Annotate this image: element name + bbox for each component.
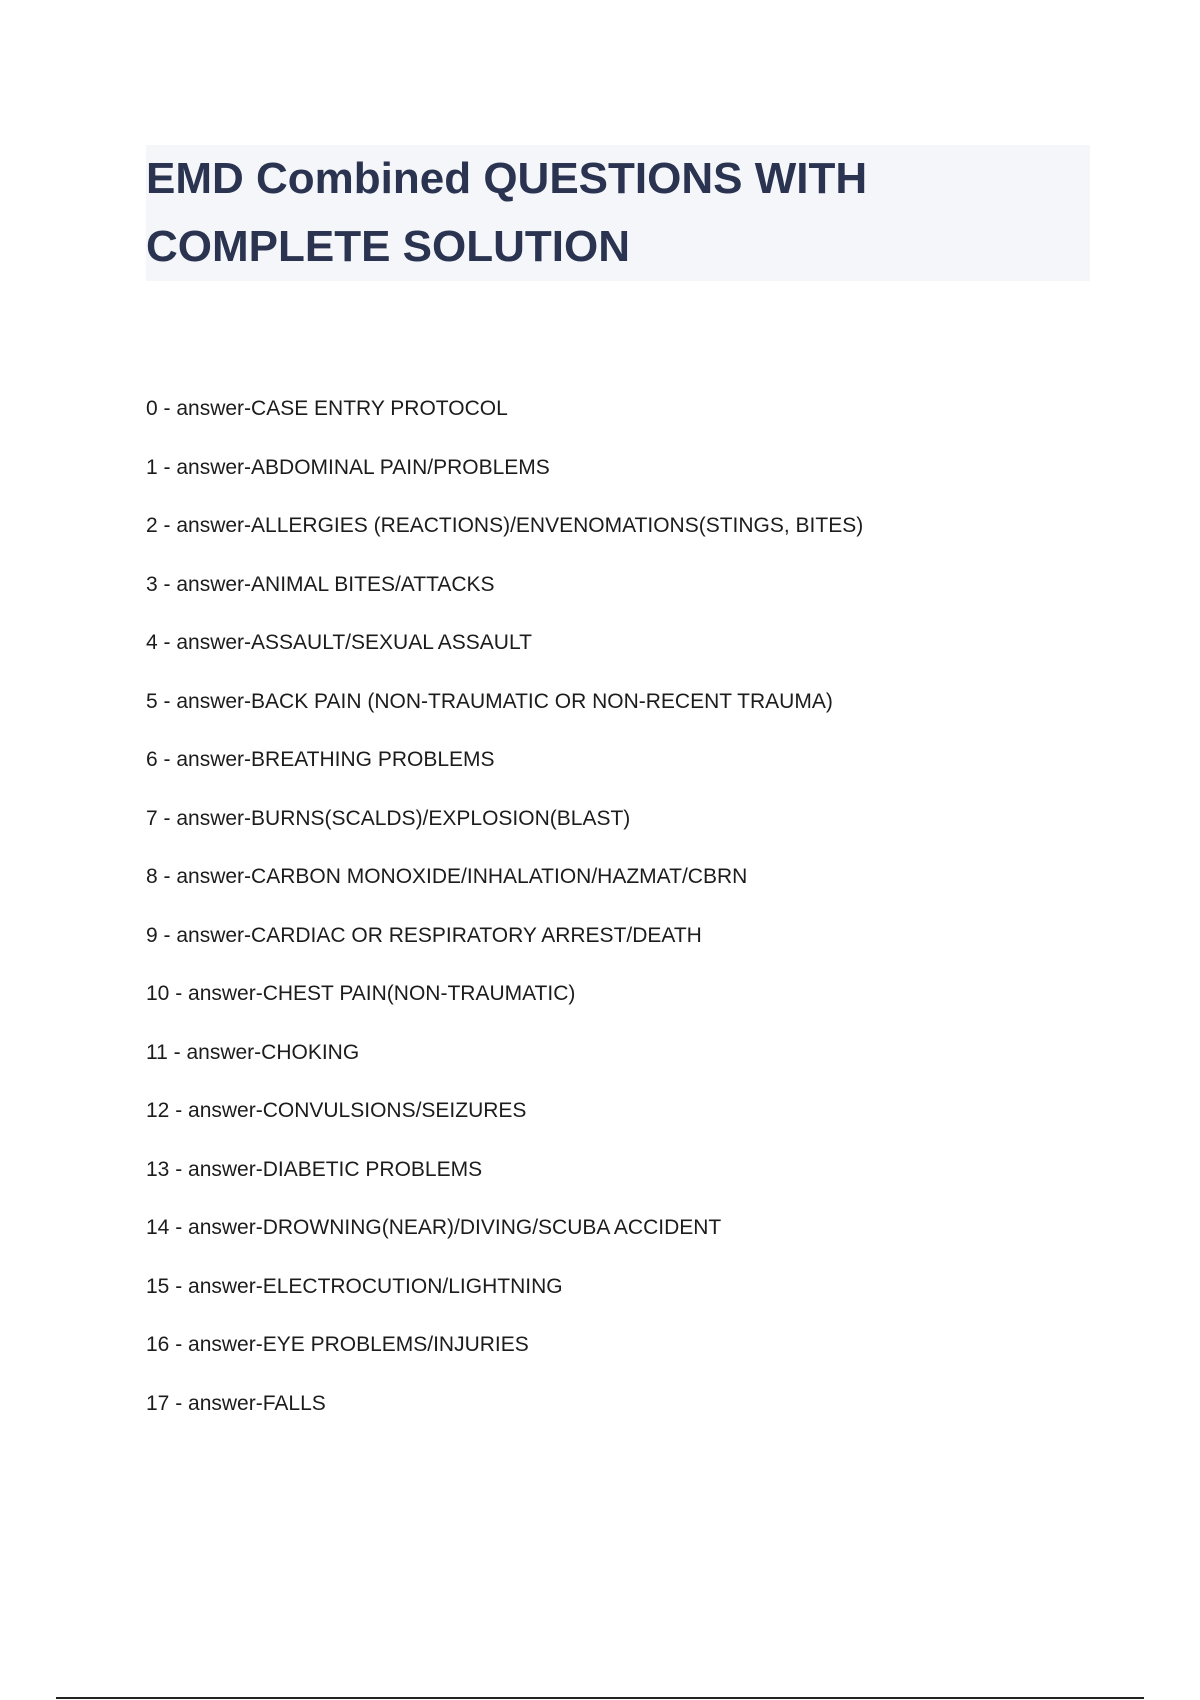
list-item: 3 - answer-ANIMAL BITES/ATTACKS xyxy=(146,572,495,596)
list-item: 4 - answer-ASSAULT/SEXUAL ASSAULT xyxy=(146,631,532,654)
list-item: 14 - answer-DROWNING(NEAR)/DIVING/SCUBA ACCIDENT xyxy=(146,1216,722,1239)
document-title-line-2: COMPLETE SOLUTION xyxy=(146,222,630,271)
document-title-block xyxy=(146,145,1090,281)
list-item: 8 - answer-CARBON MONOXIDE/INHALATION/HAZMAT/CBRN xyxy=(146,865,748,888)
list-item: 6 - answer-BREATHING PROBLEMS xyxy=(146,748,495,771)
list-item: 9 - answer-CARDIAC OR RESPIRATORY ARREST/DEATH xyxy=(146,923,702,947)
document-title-line-1: EMD Combined QUESTIONS WITH xyxy=(146,154,868,203)
list-item: 10 - answer-CHEST PAIN(NON-TRAUMATIC) xyxy=(146,982,576,1005)
list-item: 12 - answer-CONVULSIONS/SEIZURES xyxy=(146,1099,527,1122)
list-item: 13 - answer-DIABETIC PROBLEMS xyxy=(146,1157,483,1181)
list-item: 17 - answer-FALLS xyxy=(146,1391,326,1415)
list-item: 0 - answer-CASE ENTRY PROTOCOL xyxy=(146,397,508,420)
list-item: 11 - answer-CHOKING xyxy=(146,1040,360,1064)
page-footer-rule xyxy=(56,1697,1144,1699)
list-item: 1 - answer-ABDOMINAL PAIN/PROBLEMS xyxy=(146,455,550,479)
list-item: 2 - answer-ALLERGIES (REACTIONS)/ENVENOMATIONS(STINGS, BITES) xyxy=(146,514,864,537)
list-item: 16 - answer-EYE PROBLEMS/INJURIES xyxy=(146,1333,529,1356)
question-answer-list xyxy=(146,392,1090,1445)
list-item: 5 - answer-BACK PAIN (NON-TRAUMATIC OR NON-RECENT TRAUMA) xyxy=(146,689,833,713)
document-title xyxy=(146,145,1090,281)
list-item: 7 - answer-BURNS(SCALDS)/EXPLOSION(BLAST) xyxy=(146,806,631,830)
list-item: 15 - answer-ELECTROCUTION/LIGHTNING xyxy=(146,1274,563,1298)
